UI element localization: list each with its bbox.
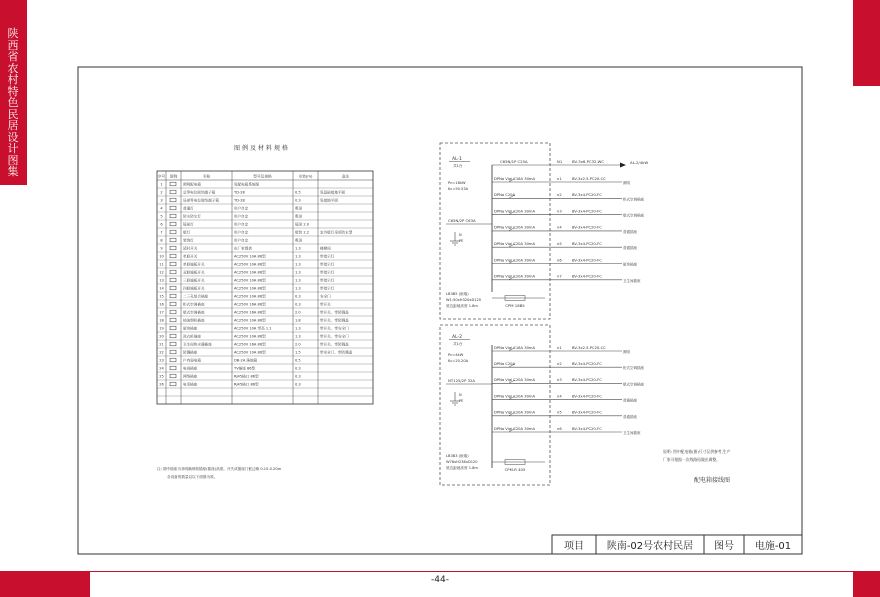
symbol-icon: [170, 342, 176, 346]
item-spec: AC250V 16A 86型: [234, 310, 266, 315]
item-name: 壁式空调插座: [183, 310, 205, 315]
item-spec: 用户自定: [234, 230, 249, 235]
item-name: 照明配电箱: [183, 182, 201, 187]
install-height: 1.3: [295, 262, 301, 267]
legend-title: 图例及材料规格: [233, 145, 291, 152]
symbol-icon: [170, 302, 176, 306]
symbol-icon: [170, 206, 176, 210]
item-spec: AC250V 10A 带高 1.1: [234, 326, 272, 331]
item-name: 洗衣机插座: [183, 334, 201, 339]
drawing-no: 电施-01: [754, 541, 792, 552]
row-number: 3: [160, 198, 163, 203]
circuit-id: n1: [557, 176, 562, 181]
panel-count: 共1台: [453, 164, 463, 168]
panel-param: Pn=4kW: [448, 353, 464, 357]
item-name: 双联翘板开关: [183, 270, 205, 275]
install-height: 壁装 2.2: [295, 230, 310, 235]
table-row: [160, 214, 302, 219]
install-height: 1.3: [295, 278, 301, 283]
item-remark: 带指示灯: [320, 262, 335, 267]
panel-label: AL-2: [452, 335, 462, 340]
box-model-line: W1:50xH320xD120: [446, 298, 482, 302]
circuit-breaker: DPNa Vigi C16A 30mA: [494, 345, 536, 350]
circuit-breaker: DPNa Vigi C20A 30mA: [494, 274, 536, 279]
table-row: [159, 254, 335, 259]
row-number: 9: [160, 246, 163, 251]
row-number: 6: [160, 222, 163, 227]
table-row: [160, 182, 259, 187]
table-row: [159, 366, 301, 371]
table-row: [159, 278, 335, 283]
circuit-id: n2: [557, 362, 562, 366]
item-name: 镜前灯: [183, 222, 194, 227]
item-name: 普通灯: [183, 206, 194, 211]
install-height: 1.5: [295, 350, 301, 355]
item-name: 总等电位联结端子箱: [183, 190, 216, 195]
main-feed-target: AL-2/4kW: [630, 160, 649, 165]
symbol-icon: [170, 238, 176, 242]
item-name: 电话插座: [183, 382, 198, 387]
circuit-breaker: DPNa Vigi C20A 30mA: [494, 225, 536, 230]
item-name: 二三孔组合插座: [183, 294, 209, 299]
row-number: 17: [159, 310, 164, 315]
circuit-cable: BV-3x4-PC20-FC: [572, 378, 602, 383]
circuit-id: n5: [557, 410, 562, 415]
table-row: [159, 262, 335, 267]
project-name: 陕南-02号农村民居: [606, 541, 694, 552]
install-height: 0.3: [295, 366, 301, 371]
item-spec: AC250V 16A 86型: [234, 342, 266, 347]
meter-label: CPM 18B5: [505, 303, 525, 308]
item-spec: AC250V 10A 86型: [234, 350, 266, 355]
row-number: 24: [159, 366, 164, 371]
table-row: [159, 350, 353, 355]
box-model-line: W76xH238xD120: [446, 460, 478, 464]
panel-label: AL-1: [452, 157, 462, 162]
install-height: 1.3: [295, 270, 301, 275]
page-number: -44-: [431, 575, 449, 585]
item-remark: 带指示灯: [320, 254, 335, 259]
symbol-icon: [170, 350, 176, 354]
item-spec: TV插座 86型: [234, 366, 256, 371]
install-height: 吸顶: [295, 206, 303, 211]
table-row: [160, 238, 302, 243]
item-spec: AC250V 10A 86型: [234, 294, 266, 299]
table-row: [159, 286, 335, 291]
item-spec: DB-2A 落地箱: [234, 358, 258, 363]
circuit-cable: BV-3x4-PC20-FC: [572, 410, 602, 415]
table-row: [160, 246, 331, 251]
project-label: 项目: [564, 541, 584, 552]
item-spec: AC250V 10A 86型: [234, 318, 266, 323]
main-feed-cable: BV-3x6-PC32-WC: [572, 159, 605, 164]
symbol-icon: [170, 214, 176, 218]
symbol-icon: [170, 254, 176, 258]
circuit-id: n6: [557, 426, 562, 431]
item-remark: 带开关、带安全门: [320, 334, 349, 339]
install-height: 0.3: [295, 302, 301, 307]
circuit-cable: BV-3x4-PC20-FC: [572, 426, 602, 431]
circuit-cable: BV-3x4-PC20-FC: [572, 209, 602, 214]
symbol-icon: [170, 198, 176, 202]
circuit-use: 普通插座: [623, 414, 637, 419]
item-spec: 用户自定: [234, 238, 249, 243]
symbol-icon: [170, 286, 176, 290]
item-spec: AC250V 10A 86型: [234, 334, 266, 339]
row-number: 23: [159, 358, 164, 363]
box-model-line: LB3B3 (嵌墙): [446, 454, 469, 458]
symbol-icon: [170, 318, 176, 322]
circuit-id: n6: [557, 258, 562, 263]
item-remark: 安全门: [320, 294, 331, 299]
symbol-icon: [170, 270, 176, 274]
row-number: 2: [160, 190, 163, 195]
isolator-label: NT125/2P 32A: [448, 378, 476, 383]
table-row: [159, 358, 301, 363]
circuit-breaker: DPNa C20A: [494, 193, 516, 198]
title-block: [552, 535, 802, 554]
item-name: 单联开关: [183, 254, 198, 259]
table-row: [160, 222, 309, 227]
item-name: 局部等电位联结端子箱: [183, 198, 219, 203]
item-spec: AC250V 16A 86型: [234, 302, 266, 307]
item-remark: 带开关、带防溅盖: [320, 342, 349, 347]
circuit-use: 柜式空调插座: [623, 197, 644, 202]
circuit-breaker: DPNa Vigi C20A 30mA: [494, 426, 536, 431]
legend-note-line1: 注: 图中插座为非明确规格插座(插座)高度。开关或插座门框边缘 0.15-0.20m: [157, 467, 282, 471]
circuit-id: n7: [557, 274, 562, 279]
install-height: 0.3: [295, 294, 301, 299]
symbol-icon: [170, 382, 176, 386]
symbol-icon: [170, 310, 176, 314]
circuit-breaker: DPNa Vigi C20A 30mA: [494, 394, 536, 399]
install-height: 0.3: [295, 198, 301, 203]
diagram-note-line2: 厂家可根据一次线路再做出调整。: [663, 457, 720, 462]
row-number: 18: [159, 318, 164, 323]
circuit-use: 柜式空调插座: [623, 366, 644, 371]
item-name: 电视插座: [183, 366, 198, 371]
item-spec: 用户自定: [234, 206, 249, 211]
circuit-row: [492, 411, 637, 419]
item-remark: 带安全门、带防溅盖: [320, 350, 353, 355]
row-number: 20: [159, 334, 164, 339]
neutral-mark: N: [459, 233, 462, 237]
diagram-caption: 配电箱接线图: [693, 477, 731, 484]
circuit-use: 壁式空调插座: [623, 213, 644, 218]
circuit-breaker: DPNa Vigi C20A 30mA: [494, 410, 536, 415]
item-remark: 见基础接地平面: [320, 190, 346, 195]
circuit-row: [492, 378, 644, 386]
item-spec: TD-28: [234, 190, 245, 195]
symbol-icon: [170, 278, 176, 282]
pe-mark: PE: [459, 399, 464, 403]
panel-al2: [446, 334, 644, 472]
install-height: 吸顶: [295, 238, 303, 243]
circuit-use: 普通插座: [623, 229, 637, 234]
item-name: 四联翘板开关: [183, 286, 205, 291]
circuit-row: [492, 177, 631, 185]
install-height: 0.5: [295, 358, 301, 363]
neutral-mark: N: [459, 393, 462, 397]
panel-param: Pn=18kW: [448, 181, 466, 185]
item-spec: AC250V 10A 86型: [234, 286, 266, 291]
item-remark: 楼梯间: [320, 246, 331, 251]
install-height: 1.3: [295, 334, 301, 339]
circuit-row: [492, 242, 637, 250]
item-remark: 见接地平面: [320, 198, 338, 203]
circuit-row: [492, 193, 644, 201]
item-spec: 用户自定: [234, 214, 249, 219]
main-breaker: C65N/1P C25A: [500, 159, 528, 164]
circuit-row: [492, 362, 644, 370]
table-row: [159, 374, 301, 379]
item-remark: 带开关、带防溅盖: [320, 318, 349, 323]
circuit-breaker: DPNa Vigi C20A 30mA: [494, 378, 536, 383]
circuit-use: 普通插座: [623, 398, 637, 403]
install-height: 0.3: [295, 382, 301, 387]
panel-al1: [446, 156, 648, 308]
box-model-line: LB3B5 (嵌墙): [446, 292, 469, 296]
item-name: 卫生间热水器插座: [183, 342, 212, 347]
circuit-use: 卫生间插座: [623, 278, 641, 283]
symbol-icon: [170, 222, 176, 226]
panel-param: Kc=20.20A: [448, 359, 469, 363]
row-number: 14: [159, 286, 164, 291]
legend-header-row: [158, 173, 350, 178]
symbol-icon: [170, 334, 176, 338]
circuit-id: n3: [557, 209, 562, 214]
item-remark: 带开关: [320, 302, 331, 307]
circuit-id: n5: [557, 242, 562, 246]
circuit-breaker: DPNa Vigi C20A 30mA: [494, 242, 536, 246]
table-row: [160, 230, 352, 235]
symbol-icon: [170, 246, 176, 250]
box-model-line: 底边距地高度 1.8m: [446, 304, 478, 308]
symbol-icon: [170, 374, 176, 378]
circuit-row: [492, 346, 631, 354]
table-row: [159, 326, 349, 331]
legend-table: [157, 144, 373, 479]
item-name: 防水防尘灯: [183, 214, 201, 219]
install-height: 0.3: [295, 374, 301, 379]
table-row: [159, 318, 349, 323]
circuit-use: 普通插座: [623, 246, 637, 251]
symbol-icon: [170, 182, 176, 186]
row-number: 5: [160, 214, 163, 219]
circuit-cable: BV-3x4-PC20-FC: [572, 362, 602, 366]
pe-mark: PE: [459, 239, 464, 243]
panel-count: 共1台: [453, 342, 463, 346]
legend-header-5: 备注: [341, 174, 350, 179]
row-number: 11: [159, 262, 164, 267]
row-number: 21: [159, 342, 164, 347]
item-name: 装饰灯: [183, 238, 194, 243]
symbol-icon: [170, 358, 176, 362]
circuit-breaker: DPNa Vigi C20A 30mA: [494, 209, 536, 214]
table-row: [159, 310, 349, 315]
box-model-line: 底边距地高度 1.8m: [446, 466, 478, 470]
item-spec: AC250V 10A 86型: [234, 262, 266, 267]
circuit-row: [492, 275, 641, 283]
panel-param: Kc=50.53A: [448, 187, 469, 191]
symbol-icon: [170, 190, 176, 194]
item-name: 柜式空调插座: [183, 302, 205, 307]
item-spec: AC250V 10A 86型: [234, 270, 266, 275]
item-remark: 带开关、带防溅盖: [320, 310, 349, 315]
item-remark: 带指示灯: [320, 278, 335, 283]
table-row: [159, 270, 335, 275]
install-height: 1.3: [295, 286, 301, 291]
table-row: [159, 342, 349, 347]
item-remark: 带指示灯: [320, 286, 335, 291]
legend-header-3: 型号及规格: [253, 174, 272, 179]
circuit-use: 照明: [623, 181, 630, 185]
row-number: 19: [159, 326, 164, 331]
row-number: 7: [160, 230, 163, 235]
isolator-label: C65N/2P C63A: [448, 218, 476, 223]
install-height: 吸顶: [295, 214, 303, 219]
install-height: 镜顶 2.0: [295, 222, 310, 227]
main-feed-id: N1: [557, 159, 563, 164]
item-spec: RJ45插口 86型: [234, 382, 259, 387]
circuit-id: n1: [557, 345, 562, 350]
circuit-use: 壁式空调插座: [623, 382, 644, 387]
row-number: 26: [159, 382, 164, 387]
row-number: 1: [160, 182, 163, 187]
item-spec: 用户自定: [234, 222, 249, 227]
row-number: 4: [160, 206, 163, 211]
circuit-cable: BV-3x4-PC20-FC: [572, 242, 602, 246]
symbol-icon: [170, 230, 176, 234]
side-title: 陕西省农村特色民居设计图集: [7, 27, 19, 178]
item-name: 防溅插座: [183, 350, 198, 355]
circuit-row: [492, 394, 637, 402]
item-remark: 室外壁灯采用防水型: [320, 230, 353, 235]
circuit-use: 厨房插座: [623, 262, 637, 267]
install-height: 0.5: [295, 190, 301, 195]
item-spec: AC250V 10A 86型: [234, 278, 266, 283]
table-row: [160, 206, 302, 211]
item-name: 三联翘板开关: [183, 278, 205, 283]
item-name: 延时开关: [183, 246, 198, 251]
install-height: 1.3: [295, 254, 301, 259]
meter-label: CPM-R 405: [504, 467, 526, 472]
row-number: 16: [159, 302, 164, 307]
legend-note-line2: 各设备的数量以以下面图为准。: [167, 475, 218, 479]
circuit-id: n2: [557, 193, 562, 198]
circuit-cable: BV-3x2.5-PC20-CC: [572, 345, 606, 350]
item-remark: 带指示灯: [320, 270, 335, 275]
circuit-use: 照明: [623, 350, 630, 354]
item-spec: 由厂家提供: [234, 246, 252, 251]
symbol-icon: [170, 294, 176, 298]
table-row: [160, 198, 338, 203]
row-number: 25: [159, 374, 164, 379]
row-number: 8: [160, 238, 163, 243]
circuit-row: [492, 226, 637, 234]
install-height: 2.0: [295, 342, 301, 347]
circuit-cable: BV-3x4-PC20-FC: [572, 193, 602, 198]
legend-header-2: 名称: [202, 174, 211, 179]
item-name: 壁灯: [183, 230, 191, 235]
circuit-id: n4: [557, 394, 562, 399]
circuit-cable: BV-3x4-PC20-FC: [572, 225, 602, 230]
item-name: 网络插座: [183, 374, 198, 379]
item-remark: 带开关、带安全门: [320, 326, 349, 331]
legend-header-4: 安装(m): [298, 174, 313, 179]
item-name: 单联翘板开关: [183, 262, 205, 267]
symbol-icon: [170, 366, 176, 370]
row-number: 15: [159, 294, 164, 299]
legend-header-1: 图例: [169, 174, 178, 179]
arrow-icon: [620, 163, 626, 168]
diagram-note-line1: 说明: 图中配电箱(嵌)尺寸仅供参考,生产: [663, 449, 731, 454]
row-number: 13: [159, 278, 164, 283]
circuit-breaker: DPNa C20A: [494, 362, 516, 366]
circuit-breaker: DPNa Vigi C20A 30mA: [494, 258, 536, 263]
item-spec: 见配电箱系统图: [234, 182, 260, 187]
item-name: 户内弱电箱: [183, 358, 201, 363]
row-number: 10: [159, 254, 164, 259]
circuit-use: 卫生间插座: [623, 431, 641, 435]
table-row: [159, 382, 301, 387]
circuit-cable: BV-3x2.5-PC20-CC: [572, 176, 606, 181]
circuit-cable: BV-3x4-PC20-FC: [572, 394, 602, 399]
table-row: [159, 294, 331, 299]
install-height: 2.0: [295, 310, 301, 315]
circuit-row: [492, 209, 644, 217]
legend-header-0: 序号: [157, 174, 166, 179]
symbol-icon: [170, 326, 176, 330]
item-spec: AC250V 10A 86型: [234, 254, 266, 259]
install-height: 1.3: [295, 246, 301, 251]
row-number: 22: [159, 350, 164, 355]
symbol-icon: [170, 262, 176, 266]
circuit-breaker: DPNa Vigi C16A 30mA: [494, 176, 536, 181]
item-spec: TD-28: [234, 198, 245, 203]
table-row: [159, 334, 349, 339]
install-height: 1.8: [295, 318, 301, 323]
item-spec: RJ45插口 86型: [234, 374, 259, 379]
circuit-row: [492, 427, 641, 435]
distribution-diagram: [440, 143, 731, 485]
circuit-cable: BV-3x4-PC20-FC: [572, 258, 602, 263]
circuit-id: n4: [557, 225, 562, 230]
table-row: [159, 302, 331, 307]
circuit-row: [492, 258, 637, 266]
row-number: 12: [159, 270, 164, 275]
circuit-cable: BV-3x4-PC20-FC: [572, 274, 602, 279]
item-name: 厨房插座: [183, 326, 198, 331]
drawing-no-label: 图号: [714, 541, 734, 552]
install-height: 1.3: [295, 326, 301, 331]
circuit-id: n3: [557, 378, 562, 383]
item-name: 抽油烟机插座: [183, 318, 205, 323]
